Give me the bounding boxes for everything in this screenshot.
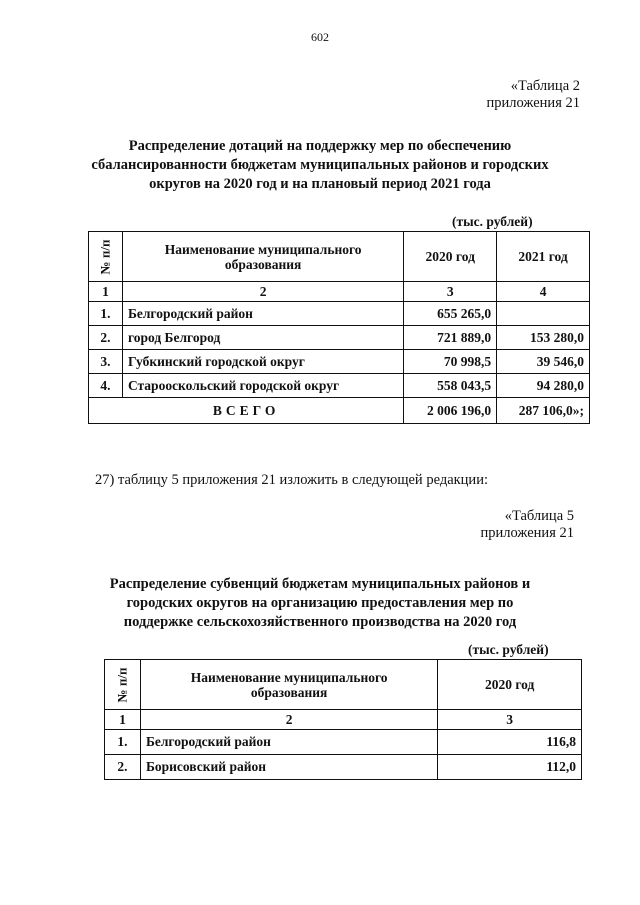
row-name: Старооскольский городской округ <box>122 374 403 398</box>
table-row <box>105 730 582 755</box>
table5-ref-line1: «Таблица 5 <box>504 508 574 524</box>
row-value-2020: 116,8 <box>438 730 582 755</box>
table5-unit: (тыс. рублей) <box>468 642 549 657</box>
row-value-2020: 721 889,0 <box>404 326 497 350</box>
table2-col-number: 3 <box>404 282 497 302</box>
row-value-2021: 39 546,0 <box>497 350 590 374</box>
table2-header-num-label: № п/п <box>97 239 113 274</box>
table2-title-line3: округов на 2020 год и на плановый период 2021 года <box>149 176 491 192</box>
table2-header-num <box>89 232 123 282</box>
table-row <box>105 755 582 780</box>
table2-reference <box>487 78 580 112</box>
table-row <box>89 302 590 326</box>
table2-col-number: 1 <box>89 282 123 302</box>
table5-header-num-label: № п/п <box>114 667 130 702</box>
row-num: 4. <box>89 374 123 398</box>
row-num: 2. <box>105 755 141 780</box>
table2-col-number-row <box>89 282 590 302</box>
table5-header-name-line2: образования <box>250 684 328 700</box>
table5-reference <box>481 508 574 542</box>
row-value-2020: 70 998,5 <box>404 350 497 374</box>
table2-unit: (тыс. рублей) <box>452 214 533 229</box>
total-label: ВСЕГО <box>89 398 404 424</box>
table5-col-number-row <box>105 710 582 730</box>
table2-ref-line2: приложения 21 <box>486 95 580 111</box>
row-value-2021: 153 280,0 <box>497 326 590 350</box>
table5-title-line3: поддержке сельскохозяйственного производства на 2020 год <box>123 614 517 630</box>
table-row <box>89 326 590 350</box>
table5-title-line1: Распределение субвенций бюджетам муниципальных районов и <box>109 576 531 592</box>
row-name: Белгородский район <box>122 302 403 326</box>
table5-ref-line2: приложения 21 <box>480 525 574 541</box>
row-name: Губкинский городской округ <box>122 350 403 374</box>
table-row <box>89 374 590 398</box>
table2-header-row <box>89 232 590 282</box>
table2-header-name-line1: Наименование муниципального <box>164 241 362 257</box>
row-name: город Белгород <box>122 326 403 350</box>
row-value-2021: 94 280,0 <box>497 374 590 398</box>
row-value-2020: 655 265,0 <box>404 302 497 326</box>
table5-header-row <box>105 660 582 710</box>
table-row <box>89 350 590 374</box>
table2-col-number: 2 <box>122 282 403 302</box>
amendment-paragraph: 27) таблицу 5 приложения 21 изложить в следующей редакции: <box>95 472 488 488</box>
table5-col-number: 1 <box>105 710 141 730</box>
table5-title-line2: городских округов на организацию предоставления мер по <box>126 595 514 611</box>
row-num: 1. <box>105 730 141 755</box>
table5-header-num <box>105 660 141 710</box>
table2-title-line1: Распределение дотаций на поддержку мер по обеспечению <box>128 138 512 154</box>
table5-col-number: 2 <box>140 710 437 730</box>
table2-header-name-line2: образования <box>224 256 302 272</box>
row-num: 2. <box>89 326 123 350</box>
table2-ref-line1: «Таблица 2 <box>510 78 580 94</box>
table2-header-name <box>122 232 403 282</box>
table5 <box>104 659 582 780</box>
table5-header-2020: 2020 год <box>438 660 582 710</box>
table5-header-name <box>140 660 437 710</box>
page-number: 602 <box>311 30 329 44</box>
table2-total-row <box>89 398 590 424</box>
table2-col-number: 4 <box>497 282 590 302</box>
row-num: 3. <box>89 350 123 374</box>
table2-title <box>70 137 570 194</box>
row-num: 1. <box>89 302 123 326</box>
row-value-2020: 558 043,5 <box>404 374 497 398</box>
row-value-2020: 112,0 <box>438 755 582 780</box>
table2-header-2021: 2021 год <box>497 232 590 282</box>
row-name: Белгородский район <box>140 730 437 755</box>
table2-header-2020: 2020 год <box>404 232 497 282</box>
table2 <box>88 231 590 424</box>
table5-title <box>70 575 570 632</box>
total-value-2020: 2 006 196,0 <box>404 398 497 424</box>
table5-col-number: 3 <box>438 710 582 730</box>
table2-title-line2: сбалансированности бюджетам муниципальных районов и городских <box>91 157 549 173</box>
row-name: Борисовский район <box>140 755 437 780</box>
row-value-2021 <box>497 302 590 326</box>
table5-header-name-line1: Наименование муниципального <box>190 669 388 685</box>
total-value-2021: 287 106,0»; <box>497 398 590 424</box>
